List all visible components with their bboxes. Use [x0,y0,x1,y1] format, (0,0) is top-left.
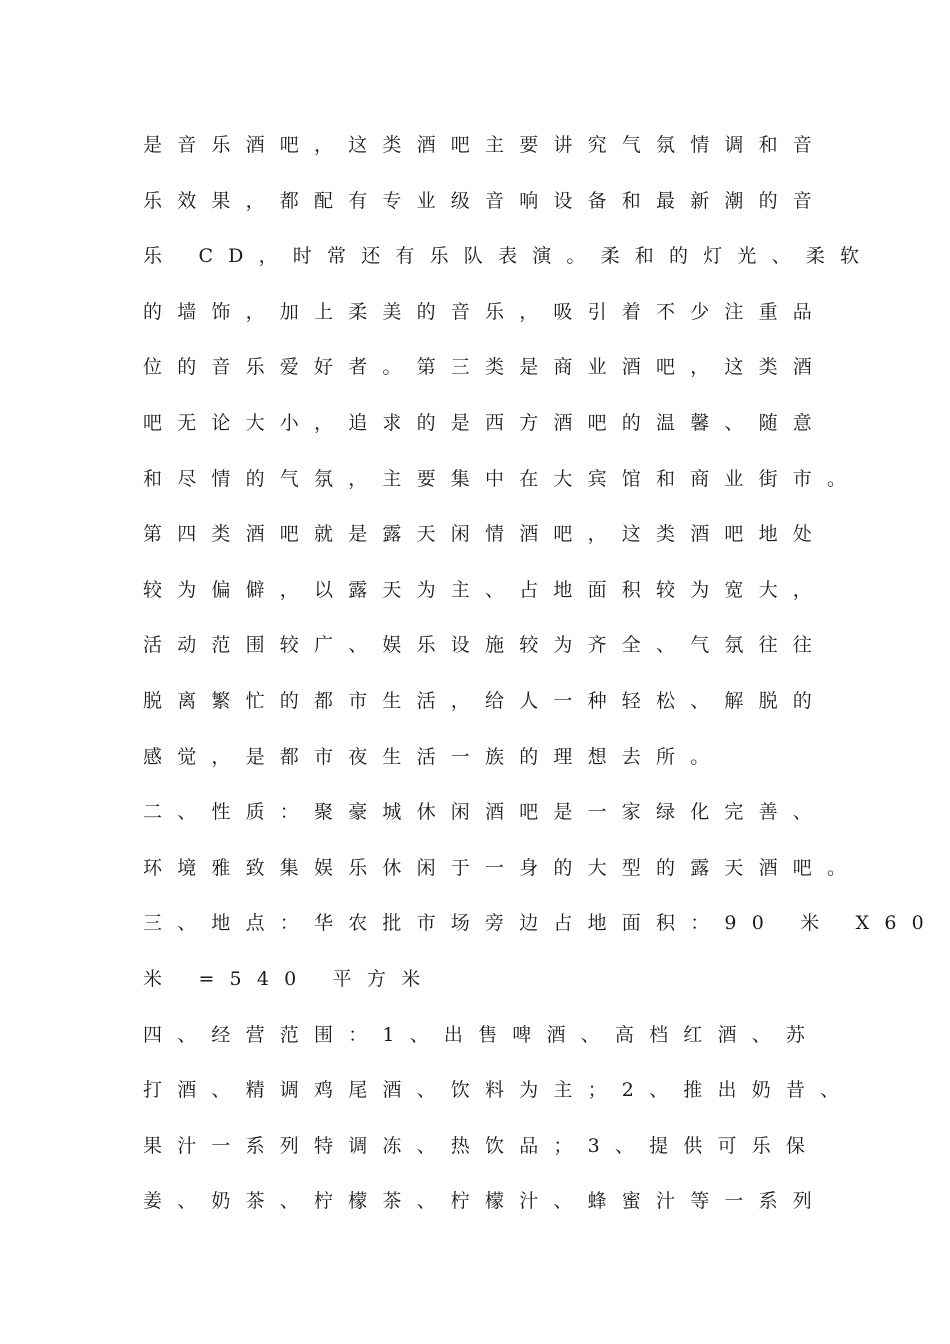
text-line: 活动范围较广、娱乐设施较为齐全、气氛往往 [143,634,828,657]
text-line: 吧无论大小，追求的是西方酒吧的温馨、随意 [143,411,828,434]
text-line: 和尽情的气氛，主要集中在大宾馆和商业街市。 [143,467,862,490]
text-line: 姜、奶茶、柠檬茶、柠檬汁、蜂蜜汁等一系列 [143,1190,828,1213]
text-line: 果汁一系列特调冻、热饮品；3、提供可乐保 [143,1134,821,1157]
text-line: 较为偏僻，以露天为主、占地面积较为宽大， [143,578,828,601]
section-heading-business-scope: 四、经营范围：1、出售啤酒、高档红酒、苏 [143,1023,821,1046]
text-line: 环境雅致集娱乐休闲于一身的大型的露天酒吧。 [143,856,862,879]
section-heading-location: 三、地点：华农批市场旁边占地面积：90 米 X60 [143,912,939,935]
text-line: 打酒、精调鸡尾酒、饮料为主；2、推出奶昔、 [143,1079,855,1102]
text-line: 感觉，是都市夜生活一族的理想去所。 [143,745,725,768]
section-heading-nature: 二、性质：聚豪城休闲酒吧是一家绿化完善、 [143,801,828,824]
text-line: 的墙饰，加上柔美的音乐，吸引着不少注重品 [143,300,828,323]
text-line: 乐效果，都配有专业级音响设备和最新潮的音 [143,189,828,212]
text-line: 脱离繁忙的都市生活，给人一种轻松、解脱的 [143,689,828,712]
text-line: 位的音乐爱好者。第三类是商业酒吧，这类酒 [143,356,828,379]
text-line: 是音乐酒吧，这类酒吧主要讲究气氛情调和音 [143,134,828,156]
text-line: 第四类酒吧就是露天闲情酒吧，这类酒吧地处 [143,523,828,546]
document-body [143,126,939,1238]
text-line: 乐 CD，时常还有乐队表演。柔和的灯光、柔软 [143,245,875,268]
text-line: 米 =540 平方米 [143,967,436,990]
